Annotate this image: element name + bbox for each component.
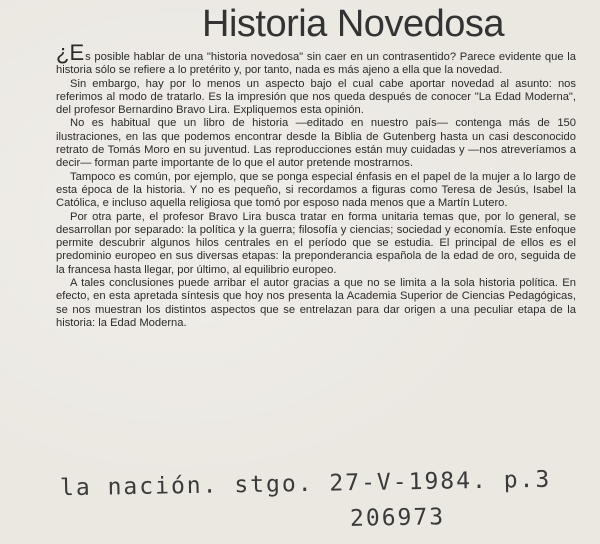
article-title: Historia Novedosa <box>202 3 504 45</box>
paragraph-2: Sin embargo, hay por lo menos un aspecto bajo el cual cabe aportar novedad al asunto: nos referimos al modo de tratarlo. Es la impresión que nos queda después de conocer "La Edad Moderna", del profesor Bernardino Bravo Lira. Expliquemos esta opinión. <box>56 77 576 117</box>
paragraph-6: A tales conclusiones puede arribar el autor gracias a que no se limita a la sola historia política. En efecto, en esta apretada síntesis que hoy nos presenta la Academia Superior de Ciencias Pedagógicas, se nos muestran los distintos aspectos que se entrelazan para dar origen a una peculiar etapa de la historia: la Edad Moderna. <box>56 277 576 329</box>
drop-cap: ¿E <box>56 40 85 65</box>
article-body <box>56 40 576 330</box>
paragraph-5: Por otra parte, el profesor Bravo Lira busca tratar en forma unitaria temas que, por lo general, se desarrollan por separado: la política y la guerra; filosofía y ciencias; sociedad y economía. Este enfoque permite descubrir algunos hilos centrales en el período que se estudia. El principal de ellos es el predominio europeo en sus diversas etapas: la preponderancia española de la edad de oro, seguida de la francesa hasta llegar, por último, al equilibrio europeo. <box>56 210 576 276</box>
paragraph-3: No es habitual que un libro de historia —editado en nuestro país— contenga más de 150 ilustraciones, en las que podemos encontrar desde la Biblia de Gutenberg hasta un casi desconocido retrato de Tomás Moro en su juventud. Las reproducciones están muy cuidadas y —nos atreveríamos a decir— forman parte importante de lo que el autor pretende mostrarnos. <box>56 117 576 170</box>
paragraph-4: Tampoco es común, por ejemplo, que se ponga especial énfasis en el papel de la mujer a lo largo de esta época de la historia. Y no es pequeño, si recordamos a figuras como Teresa de Jesús, Isabel la Católica, e incluso aquella religiosa que tomó por esposo nada menos que a Martín Lutero. <box>56 170 576 210</box>
handwritten-source-note: la nación. stgo. 27-V-1984. p.3 <box>59 466 552 502</box>
paragraph-1-text: s posible hablar de una "historia novedosa" sin caer en un contrasentido? Parece evidente que la historia sólo se refiere a lo pretérito y, por tanto, nada es más ajeno a ella que la novedad. <box>56 51 576 77</box>
handwritten-reference-number: 206973 <box>349 504 446 532</box>
paragraph-1 <box>56 40 576 78</box>
